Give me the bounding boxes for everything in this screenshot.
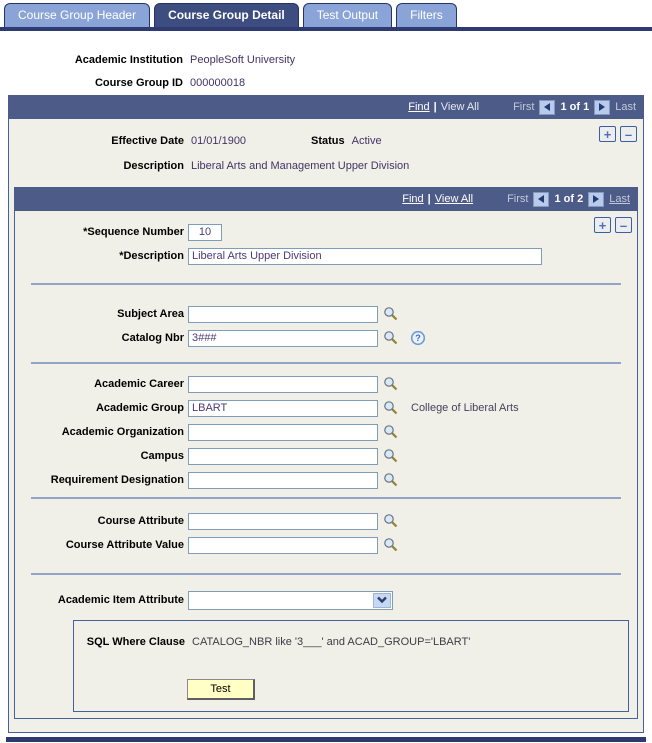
inner-row-position: 1 of 2: [554, 193, 584, 205]
sql-where-clause-box: [73, 620, 629, 712]
requirement-designation-label: Requirement Designation: [50, 474, 184, 486]
inner-next-row-button[interactable]: [588, 192, 604, 207]
catalog-nbr-help-button[interactable]: [410, 330, 426, 346]
catalog-nbr-input[interactable]: [188, 330, 378, 347]
campus-input[interactable]: [188, 448, 378, 465]
outer-row-position: 1 of 1: [560, 101, 590, 113]
status-label: Status: [311, 135, 345, 147]
course-attribute-label: Course Attribute: [97, 515, 184, 527]
academic-group-row: [15, 399, 637, 417]
course-attribute-row: [15, 512, 637, 530]
course-attribute-value-input[interactable]: [188, 537, 378, 554]
campus-row: [15, 447, 637, 465]
sql-where-clause-row: [74, 633, 628, 651]
outer-group-navbar: [8, 95, 644, 119]
course-attribute-value-row: [15, 536, 637, 554]
tab-course-group-detail[interactable]: Course Group Detail: [154, 3, 299, 27]
outer-find-link[interactable]: Find: [408, 101, 430, 113]
tab-underline: [0, 27, 652, 31]
subject-area-label: Subject Area: [117, 308, 184, 320]
magnifier-icon: [383, 472, 399, 488]
academic-item-attribute-label: Academic Item Attribute: [57, 594, 184, 606]
academic-career-row: [15, 375, 637, 393]
magnifier-icon: [383, 330, 399, 346]
plus-icon: +: [598, 217, 607, 233]
status-value: Active: [351, 135, 382, 147]
outer-description-row: [9, 157, 643, 175]
outer-last-link[interactable]: Last: [615, 101, 636, 113]
minus-icon: –: [624, 126, 633, 142]
nav-separator: |: [433, 101, 437, 113]
sequence-number-input[interactable]: [188, 224, 222, 241]
sql-where-clause-label: SQL Where Clause: [86, 636, 185, 648]
subject-area-row: [15, 305, 637, 323]
description-input[interactable]: [188, 248, 542, 265]
magnifier-icon: [383, 537, 399, 553]
campus-lookup-button[interactable]: [383, 448, 399, 464]
inner-first-link[interactable]: First: [507, 193, 529, 205]
test-button[interactable]: Test: [187, 679, 255, 700]
course-group-id-row: [0, 75, 245, 91]
svg-text:?: ?: [415, 333, 421, 344]
magnifier-icon: [383, 513, 399, 529]
academic-item-attribute-dropdown[interactable]: [188, 591, 393, 610]
magnifier-icon: [383, 448, 399, 464]
inner-view-all-link[interactable]: View All: [434, 193, 474, 205]
outer-description-label: Description: [123, 160, 184, 172]
course-attribute-input[interactable]: [188, 513, 378, 530]
effective-date-scroll-area: [8, 95, 644, 733]
course-attribute-lookup-button[interactable]: [383, 513, 399, 529]
right-arrow-icon: [599, 103, 605, 111]
academic-institution-row: [0, 52, 295, 68]
magnifier-icon: [383, 424, 399, 440]
academic-career-input[interactable]: [188, 376, 378, 393]
tab-bar: [4, 3, 457, 27]
inner-group-content: [14, 211, 638, 719]
requirement-designation-input[interactable]: [188, 472, 378, 489]
sequence-number-label: *Sequence Number: [83, 226, 184, 238]
academic-institution-label: Academic Institution: [74, 54, 183, 66]
outer-group-content: [8, 119, 644, 733]
left-arrow-icon: [544, 103, 550, 111]
description-row: [15, 247, 637, 265]
effective-date-label: Effective Date: [111, 135, 184, 147]
page-bottom-bar: [6, 737, 646, 742]
description-label: *Description: [119, 250, 184, 262]
inner-last-link[interactable]: Last: [609, 193, 630, 205]
course-attribute-value-lookup-button[interactable]: [383, 537, 399, 553]
minus-icon: –: [619, 217, 628, 233]
course-group-id-value: 000000018: [190, 77, 246, 89]
catalog-nbr-lookup-button[interactable]: [383, 330, 399, 346]
outer-next-row-button[interactable]: [594, 100, 610, 115]
requirement-designation-lookup-button[interactable]: [383, 472, 399, 488]
course-attribute-value-label: Course Attribute Value: [65, 539, 184, 551]
academic-organization-lookup-button[interactable]: [383, 424, 399, 440]
section-divider: [31, 573, 621, 575]
academic-group-input[interactable]: [188, 400, 378, 417]
outer-first-link[interactable]: First: [513, 101, 535, 113]
academic-item-attribute-row: [15, 590, 637, 610]
academic-organization-input[interactable]: [188, 424, 378, 441]
tab-test-output[interactable]: Test Output: [303, 3, 392, 27]
academic-institution-value: PeopleSoft University: [190, 54, 296, 66]
catalog-nbr-row: [15, 329, 637, 347]
effective-date-row: [9, 132, 643, 150]
dropdown-arrow-button[interactable]: [373, 593, 391, 608]
campus-label: Campus: [140, 450, 184, 462]
course-group-id-label: Course Group ID: [94, 77, 183, 89]
subject-area-lookup-button[interactable]: [383, 306, 399, 322]
magnifier-icon: [383, 376, 399, 392]
academic-organization-label: Academic Organization: [61, 426, 184, 438]
inner-group-navbar: [14, 187, 638, 211]
inner-previous-row-button[interactable]: [533, 192, 549, 207]
magnifier-icon: [383, 400, 399, 416]
catalog-nbr-label: Catalog Nbr: [121, 332, 184, 344]
subject-area-input[interactable]: [188, 306, 378, 323]
left-arrow-icon: [538, 195, 544, 203]
tab-course-group-header[interactable]: Course Group Header: [4, 3, 150, 27]
academic-career-label: Academic Career: [94, 378, 184, 390]
outer-view-all-link[interactable]: View All: [440, 101, 480, 113]
academic-career-lookup-button[interactable]: [383, 376, 399, 392]
academic-group-description: College of Liberal Arts: [411, 402, 519, 414]
plus-icon: +: [603, 126, 612, 142]
academic-organization-row: [15, 423, 637, 441]
outer-previous-row-button[interactable]: [539, 100, 555, 115]
section-divider: [31, 283, 621, 285]
outer-description-value: Liberal Arts and Management Upper Division: [191, 160, 410, 172]
magnifier-icon: [383, 306, 399, 322]
course-group-line-scroll-area: [14, 187, 638, 719]
inner-find-link[interactable]: Find: [402, 193, 424, 205]
effective-date-value: 01/01/1900: [191, 135, 247, 147]
right-arrow-icon: [593, 195, 599, 203]
requirement-designation-row: [15, 471, 637, 489]
academic-group-lookup-button[interactable]: [383, 400, 399, 416]
nav-separator: |: [427, 193, 431, 205]
academic-group-label: Academic Group: [95, 402, 184, 414]
section-divider: [31, 362, 621, 364]
section-divider: [31, 497, 621, 499]
tab-filters[interactable]: Filters: [396, 3, 457, 27]
sql-where-clause-value: CATALOG_NBR like '3___' and ACAD_GROUP='LBART': [192, 636, 471, 648]
chevron-down-icon: [376, 595, 388, 605]
question-mark-icon: [410, 330, 426, 346]
sequence-number-row: [15, 223, 637, 241]
